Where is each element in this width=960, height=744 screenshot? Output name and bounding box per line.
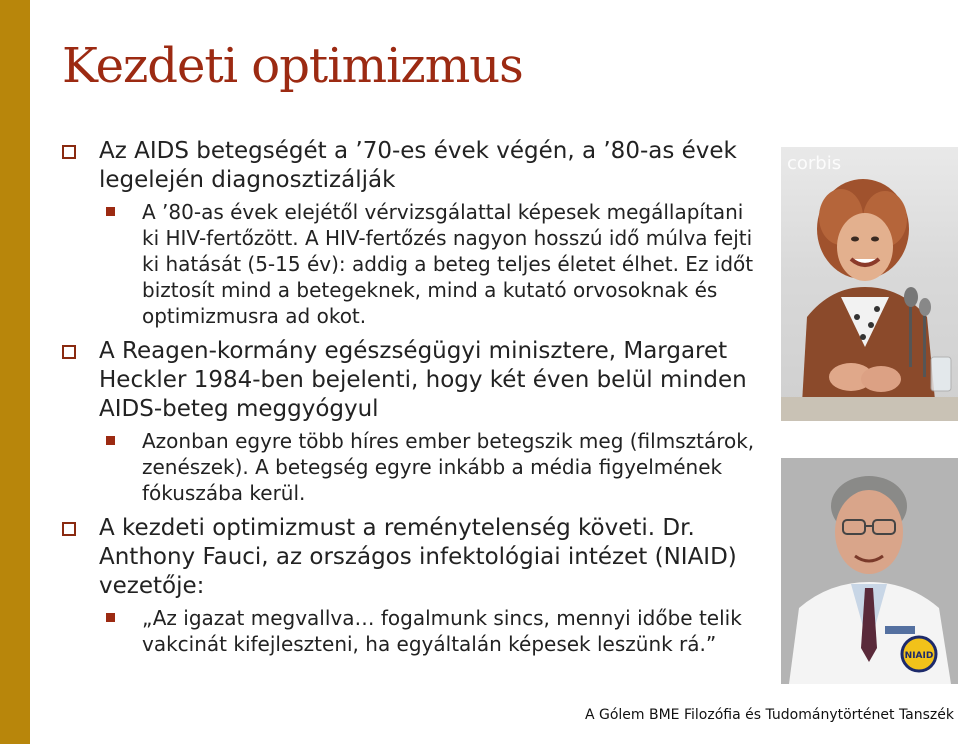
sub-bullet-text: Azonban egyre több híres ember betegszik meg (filmsztárok, zenészek). A betegség egyre inkább a média figyelmének fókuszába kerül.: [142, 429, 755, 505]
sub-bullet-square-icon: [106, 436, 115, 445]
left-accent-bar: [0, 0, 30, 744]
bullet-text: A Reagen-kormány egészségügyi minisztere, Margaret Heckler 1984-ben bejelenti, hogy két éven belül minden AIDS-beteg meggyógyul: [99, 338, 747, 422]
sub-bullet-text: A ’80-as évek elejétől vérvizsgálattal képesek megállapítani ki HIV-fertőzött. A HIV-fertőzés nagyon hosszú idő múlva fejti ki hatását (5-15 év): addig a beteg teljes életet élhet. Ez időt biztosít mind a betegeknek, mind a kutató orvosoknak és optimizmusra ad okot.: [142, 200, 754, 328]
page-title: Kezdeti optimizmus: [62, 38, 523, 94]
bullet-text: Az AIDS betegségét a ’70-es évek végén, a ’80-as évek legelején diagnosztizálják: [99, 138, 737, 193]
photo-watermark: corbis: [787, 153, 842, 174]
sub-bullet-item: [106, 605, 762, 657]
bullet-square-icon: [62, 145, 76, 159]
sub-bullet-item: [106, 199, 762, 329]
bullet-text: A kezdeti optimizmust a reménytelenség követi. Dr. Anthony Fauci, az országos infektológiai intézet (NIAID) vezetője:: [99, 515, 737, 599]
niaid-badge-label: NIAID: [904, 651, 934, 661]
sub-bullet-square-icon: [106, 613, 115, 622]
photo-margaret-heckler: [781, 147, 958, 421]
photo-fauci-illustration: [781, 458, 958, 684]
bullet-square-icon: [62, 345, 76, 359]
bullet-item: [62, 337, 762, 424]
bullet-list: [62, 137, 762, 665]
bullet-item: [62, 514, 762, 601]
sub-bullet-item: [106, 428, 762, 506]
photo-anthony-fauci: [781, 458, 958, 684]
photo-heckler-illustration: [781, 147, 958, 421]
footer-text: A Gólem BME Filozófia és Tudománytörténet Tanszék: [584, 707, 954, 723]
sub-bullet-text: „Az igazat megvallva… fogalmunk sincs, mennyi időbe telik vakcinát kifejleszteni, ha egyáltalán képesek leszünk rá.”: [142, 606, 742, 656]
bullet-item: [62, 137, 762, 195]
bullet-square-icon: [62, 522, 76, 536]
sub-bullet-square-icon: [106, 207, 115, 216]
